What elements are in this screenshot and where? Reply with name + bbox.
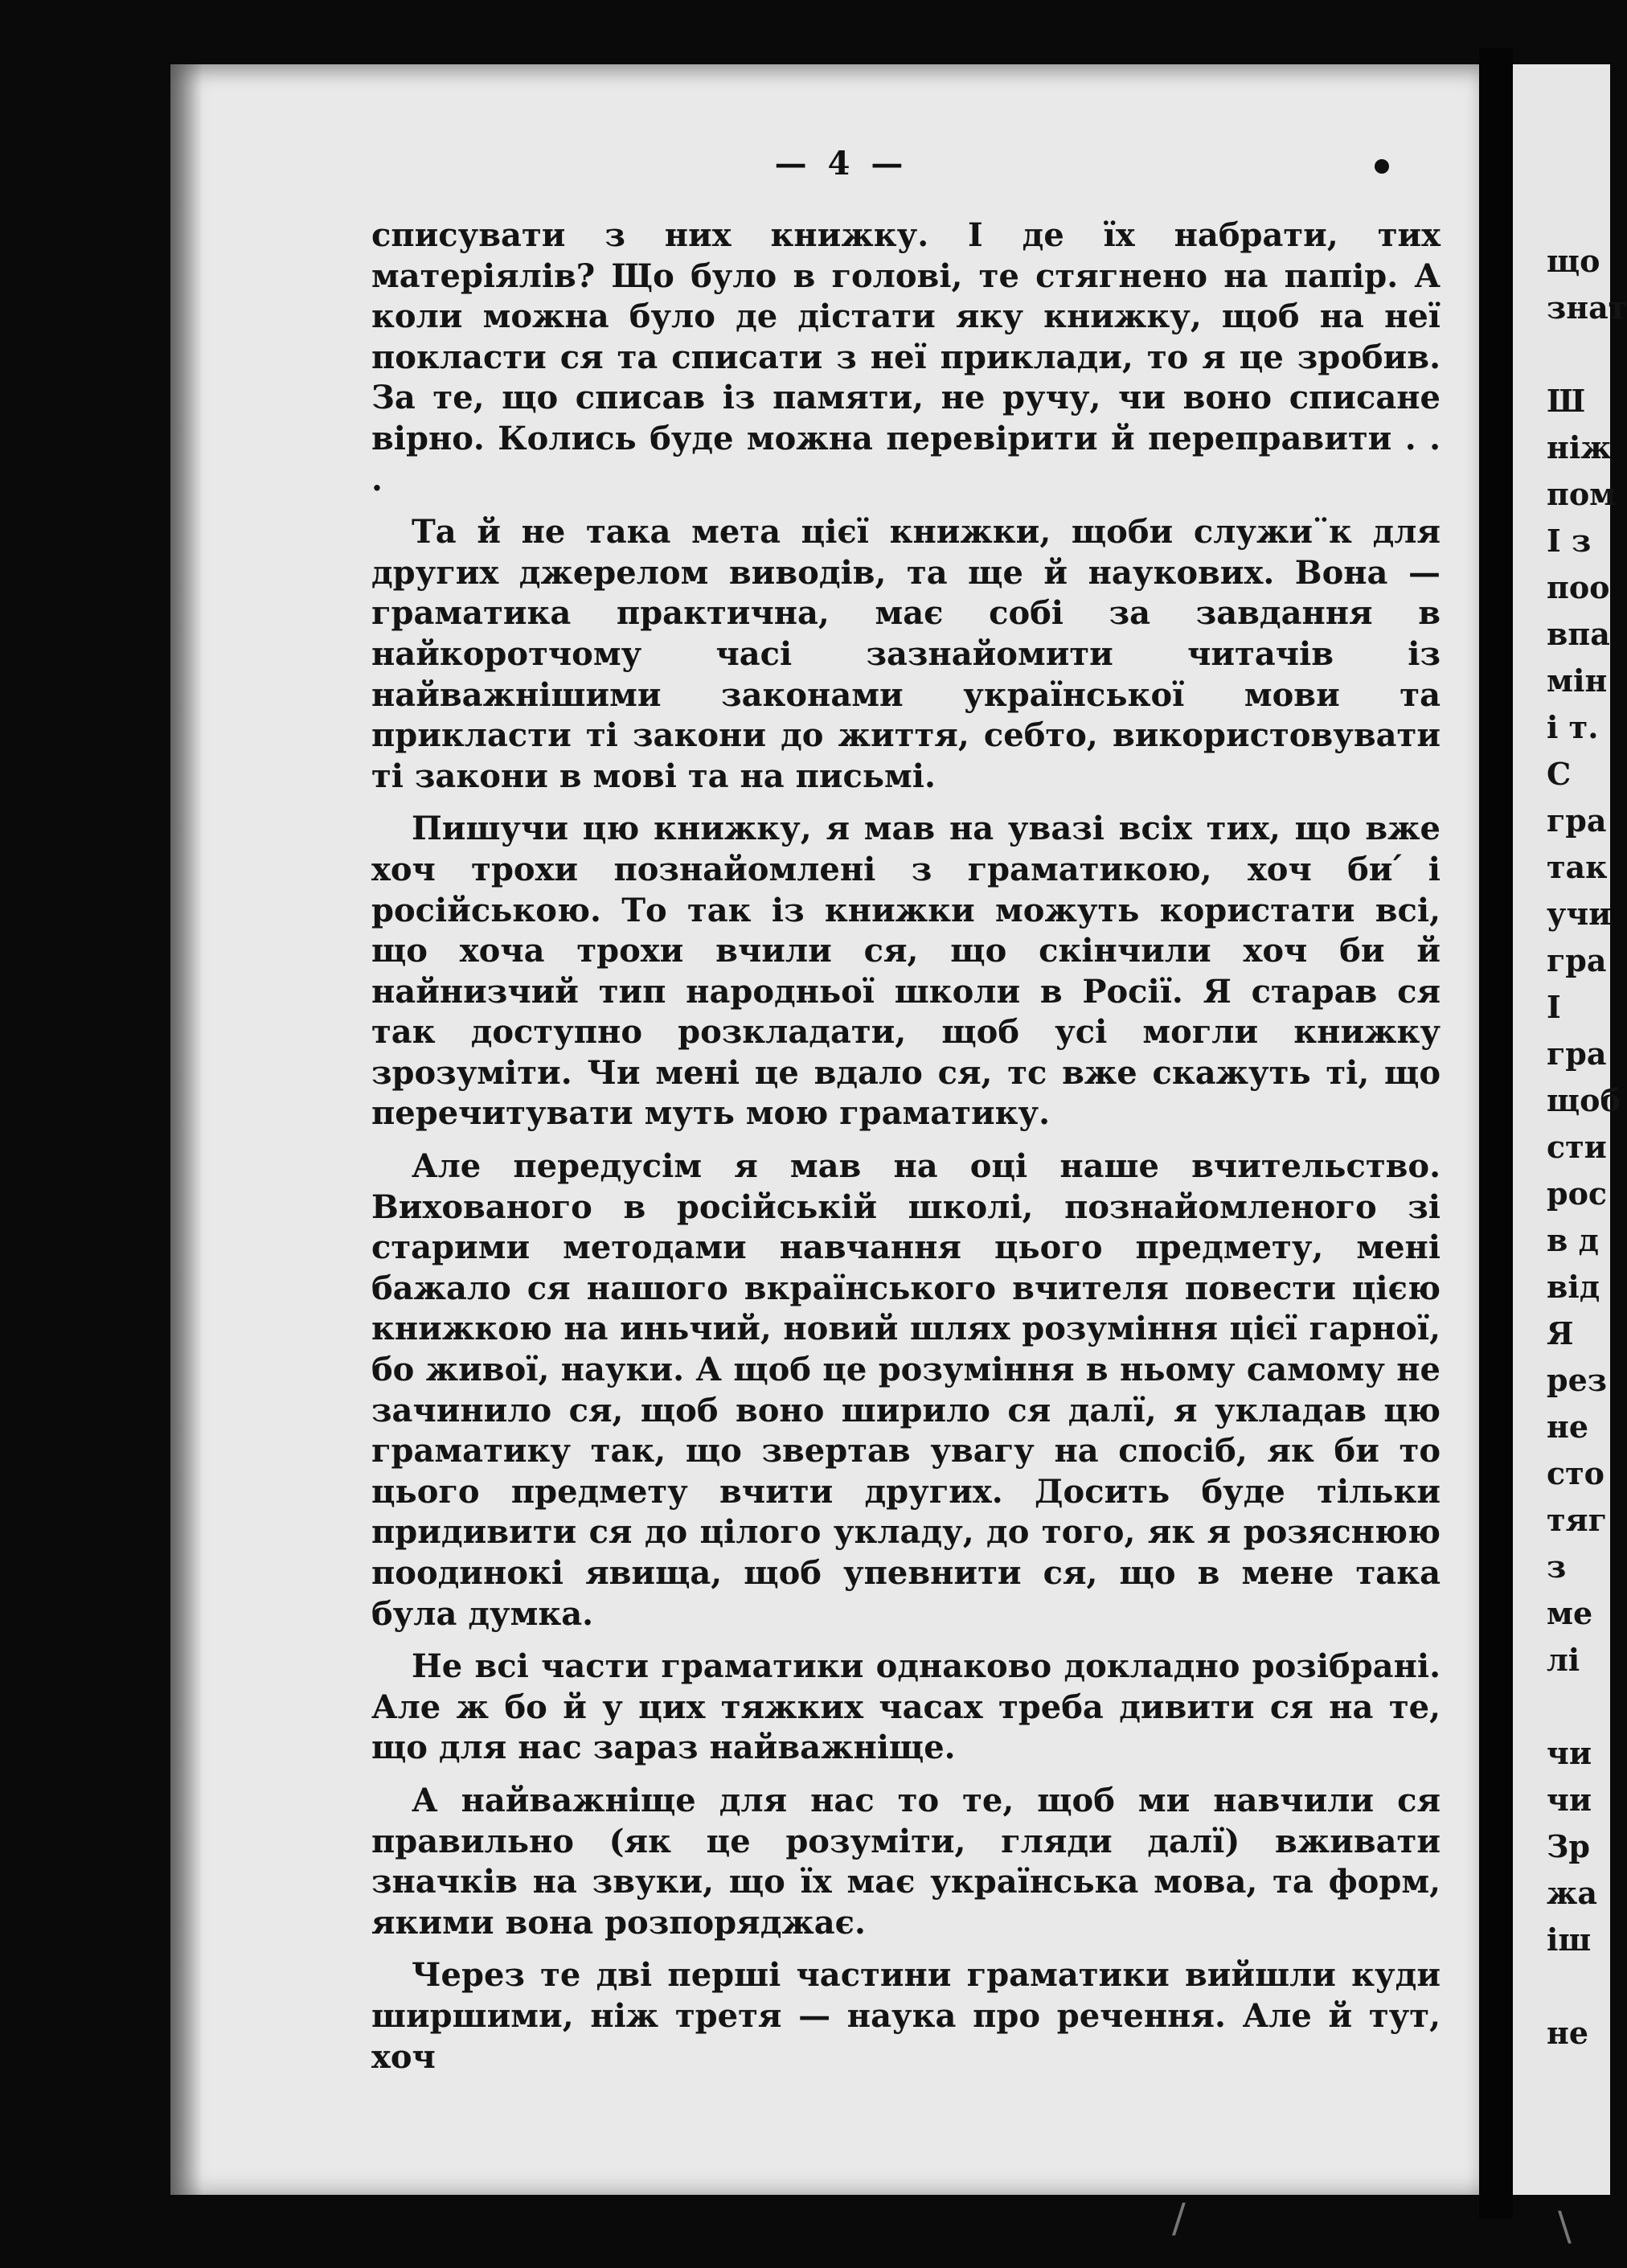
right-fragment: знат (1547, 289, 1627, 326)
right-fragment (1547, 331, 1627, 378)
right-fragment: жа (1547, 1875, 1597, 1911)
right-fragment: гра (1547, 942, 1607, 978)
right-fragment: з (1547, 1548, 1567, 1585)
right-fragment: не (1547, 2015, 1588, 2051)
right-fragment (1547, 1684, 1627, 1730)
right-fragment: ме (1547, 1595, 1593, 1631)
right-fragment: іш (1547, 1921, 1592, 1958)
right-fragment: впа (1547, 616, 1610, 652)
book-spine (1479, 48, 1513, 2219)
right-fragment: чи (1547, 1782, 1592, 1818)
right-fragment: І з (1547, 523, 1592, 559)
paragraph-1: списувати з них книжку. І де їх набрати, тих матеріялів? Що було в голові, те стягнено на папір. А коли можна було де дістати яку книжку, щоб на неї покласти ся та списати з неї приклади, то я це зробив. За те, що списав із памяти, не ручу, чи воно списане вірно. Колись буде можна перевірити й переправити . . . (371, 216, 1441, 498)
right-fragment: поо (1547, 569, 1610, 605)
right-fragment: сто (1547, 1455, 1605, 1491)
right-fragment: гра (1547, 802, 1607, 839)
right-fragment: рос (1547, 1175, 1608, 1212)
right-page-fragments (1547, 238, 1627, 2057)
right-fragment: С (1547, 756, 1572, 792)
right-fragment: Ш (1547, 383, 1586, 419)
ink-dot (1375, 159, 1389, 174)
right-fragment: рез (1547, 1362, 1607, 1398)
paragraph-3: Пишучи цю книжку, я мав на увазі всіх тих, що вже хоч трохи познайомлені з граматикою, хоч би ́і російською. То так із книжки можуть користати всі, що хоча трохи вчили ся, що скінчили хоч би й найнизчий тип народньої школи в Росії. Я старав ся так доступно розкладати, щоб усі могли книжку зрозуміти. Чи мені це вдало ся, тс вже скажуть ті, що перечитувати муть мою граматику. (371, 810, 1441, 1133)
paragraph-5: Не всі части граматики однаково докладно розібрані. Але ж бо й у цих тяжких часах треба дивити ся на те, що для нас зараз найважніще. (371, 1647, 1441, 1767)
right-fragment: мін (1547, 662, 1608, 699)
right-fragment: і т. (1547, 709, 1599, 745)
right-fragment: тяг (1547, 1502, 1607, 1538)
paragraph-6: А найважніще для нас то те, щоб ми навчили ся правильно (як це розуміти, гляди далї) вживати значків на звуки, що їх має українська мова, та форм, якими вона розпоряджає. (371, 1781, 1441, 1942)
paragraph-2: Та й не така мета цієї книжки, щоби служи¨к для других джерелом виводів, та ще й наукових. Вона — граматика практична, має собі за завдання в найкоротчому часі зазнайомити читачів із найважнішими законами української мови та прикласти ті закони до життя, себто, використовувати ті закони в мові та на письмі. (371, 513, 1441, 795)
scan-artifact: \ (1558, 2203, 1572, 2250)
right-fragment: гра (1547, 1036, 1607, 1072)
paragraph-7: Через те дві перші частини граматики вийшли куди ширшими, ніж третя — наука про речення. Але й тут, хоч (371, 1956, 1441, 2076)
right-fragment: Зр (1547, 1828, 1590, 1864)
body-text (371, 215, 1441, 2090)
scan-artifact: / (1172, 2195, 1186, 2241)
right-fragment: так (1547, 849, 1608, 885)
right-fragment: пом (1547, 476, 1617, 512)
right-fragment: не (1547, 1409, 1588, 1445)
right-fragment: учи (1547, 896, 1612, 932)
right-fragment: сти (1547, 1129, 1607, 1165)
right-fragment: Я (1547, 1315, 1574, 1351)
right-fragment: від (1547, 1269, 1600, 1305)
right-fragment: чи (1547, 1735, 1592, 1771)
right-fragment: ніж (1547, 429, 1612, 465)
right-fragment: що (1547, 243, 1600, 279)
right-fragment: щоб (1547, 1082, 1621, 1118)
right-fragment: І (1547, 989, 1561, 1025)
right-fragment (1547, 1963, 1627, 2010)
paragraph-4: Але передусім я мав на оці наше вчительство. Вихованого в російській школі, познайомленого зі старими методами навчання цього предмету, мені бажало ся нашого вкраїнського вчителя повести цією книжкою на иньчий, новий шлях розуміння цієї гарної, бо живої, науки. А щоб це розуміння в ньому самому не зачинило ся, щоб воно ширило ся далї, я укладав цю граматику так, що звертав увагу на спосіб, як би то цього предмету вчити других. Досить буде тільки придивити ся до цілого укладу, до того, як я розяснюю поодинокі явища, щоб упевнити ся, що в мене така була думка. (371, 1147, 1441, 1633)
right-fragment: в д (1547, 1222, 1599, 1258)
right-fragment: лі (1547, 1642, 1580, 1678)
page-number: — 4 — (774, 145, 908, 183)
